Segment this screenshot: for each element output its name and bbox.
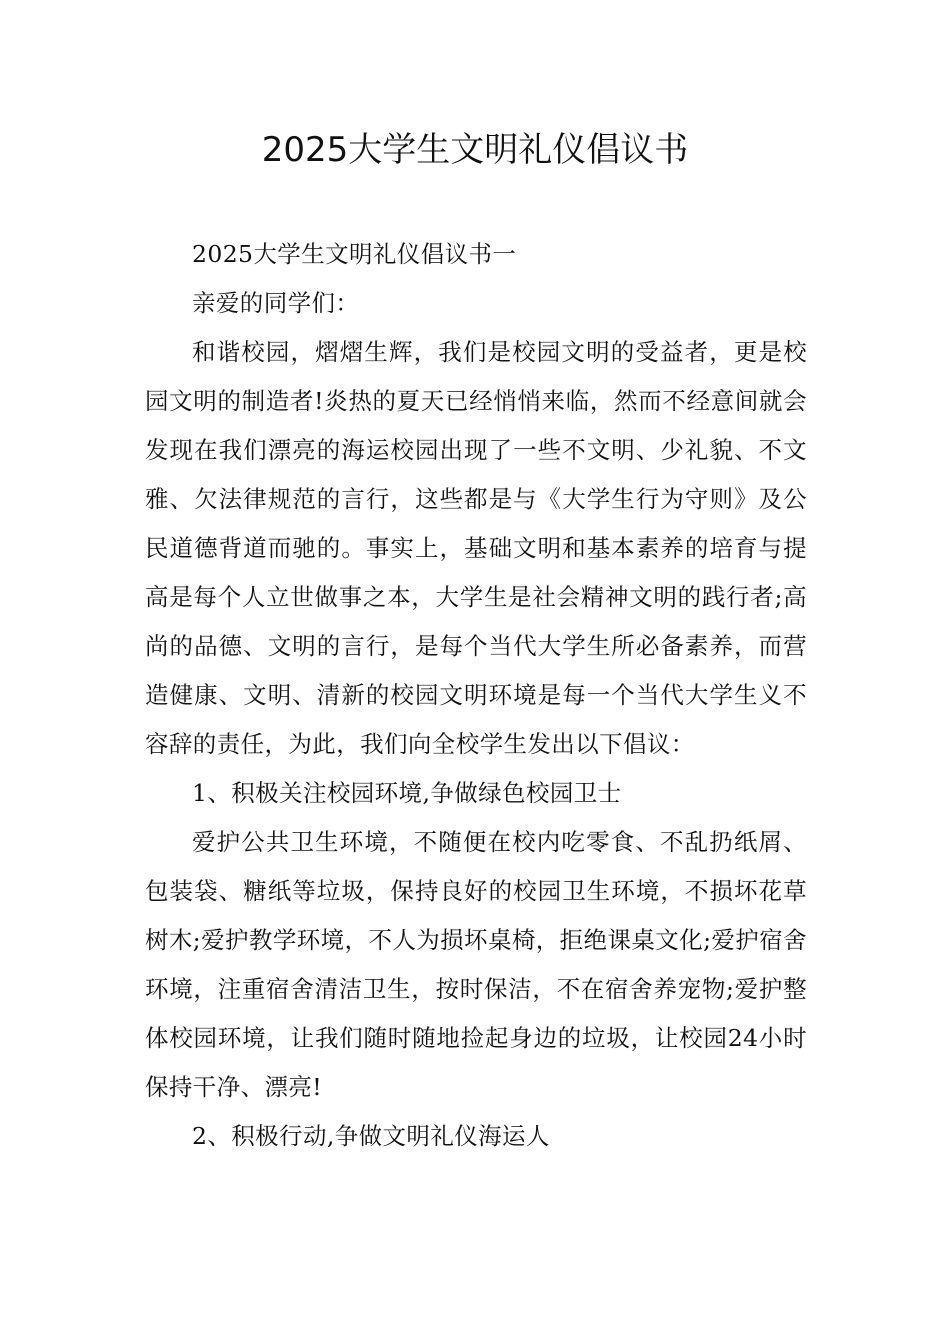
salutation-paragraph: 亲爱的同学们： bbox=[192, 289, 360, 317]
document-body bbox=[145, 230, 807, 1161]
intro-paragraph: 和谐校园，熠熠生辉，我们是校园文明的受益者，更是校园文明的制造者!炎热的夏天已经悄悄来临，然而不经意间就会发现在我们漂亮的海运校园出现了一些不文明、少礼貌、不文雅、欠法律规范的言行，这些都是与《大学生行为守则》及公民道德背道而驰的。事实上，基础文明和基本素养的培育与提高是每个人立世做事之本，大学生是社会精神文明的践行者;高尚的品德、文明的言行，是每个当代大学生所必备素养，而营造健康、文明、清新的校园文明环境是每一个当代大学生义不容辞的责任，为此，我们向全校学生发出以下倡议： bbox=[145, 338, 807, 758]
section-heading-2: 2、积极行动,争做文明礼仪海运人 bbox=[192, 1122, 550, 1150]
subtitle-paragraph: 2025大学生文明礼仪倡议书一 bbox=[192, 240, 517, 268]
section-body-1: 爱护公共卫生环境，不随便在校内吃零食、不乱扔纸屑、包装袋、糖纸等垃圾，保持良好的校园卫生环境，不损坏花草树木;爱护教学环境，不人为损坏桌椅，拒绝课桌文化;爱护宿舍环境，注重宿舍清洁卫生，按时保洁，不在宿舍养宠物;爱护整体校园环境，让我们随时随地捡起身边的垃圾，让校园24小时保持干净、漂亮! bbox=[145, 828, 807, 1101]
section-heading-1: 1、积极关注校园环境,争做绿色校园卫士 bbox=[192, 779, 622, 807]
document-title: 2025大学生文明礼仪倡议书 bbox=[261, 130, 689, 170]
